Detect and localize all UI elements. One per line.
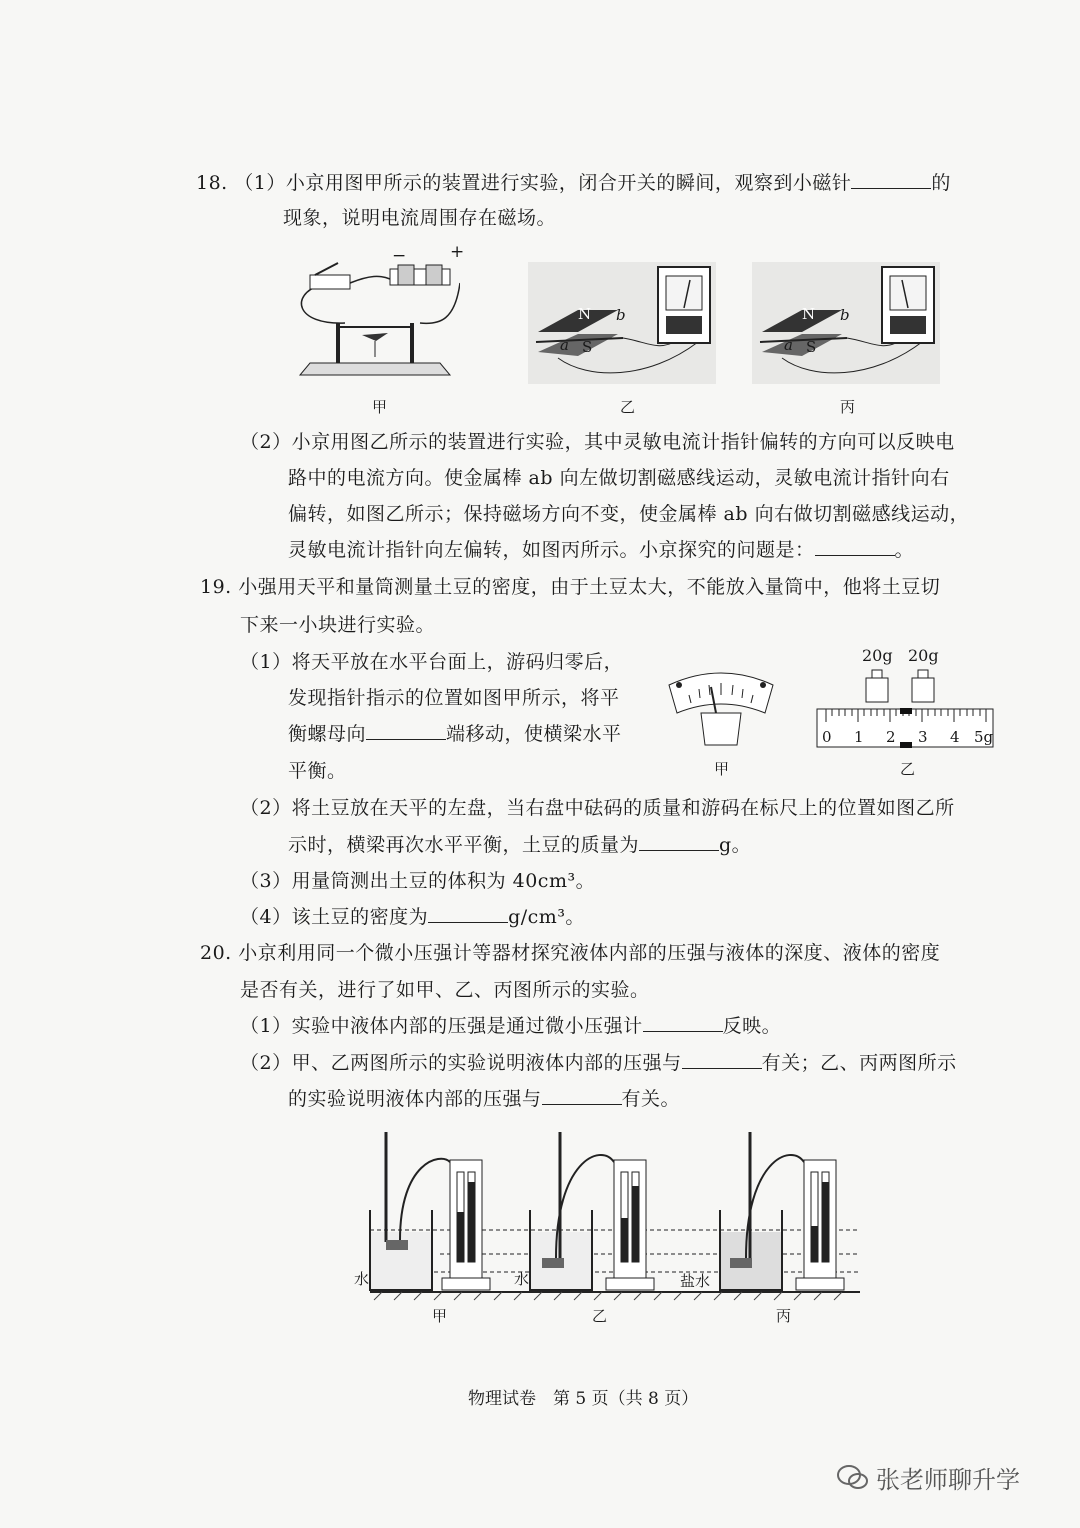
ruler-tick-1: 1 [854,728,864,746]
q19-fig-label-jia: 甲 [714,760,730,778]
ruler-tick-4: 4 [950,728,960,746]
q18-part1-tail: 的 [931,172,951,194]
ruler-tick-3: 3 [918,728,928,746]
q20-part2-mid: 有关；乙、丙两图所示 [761,1052,957,1074]
watermark-text: 张老师聊升学 [876,1466,1020,1494]
q20-blank-2[interactable] [682,1050,762,1069]
page-footer: 物理试卷 第 5 页（共 8 页） [468,1389,699,1409]
q19-line1: 19. 小强用天平和量筒测量土豆的密度，由于土豆太大，不能放入量筒中，他将土豆切 [200,576,941,598]
q19-part1-line3 [288,721,622,747]
north-pole-label-bing: N [802,305,816,323]
q19-part2-text: 示时，横梁再次水平平衡，土豆的质量为 [288,834,640,856]
ruler-tick-5: 5g [974,728,994,746]
ruler-tick-2: 2 [886,728,896,746]
q20-part2-text2: 的实验说明液体内部的压强与 [288,1088,542,1110]
q19-line2: 下来一小块进行实验。 [240,614,436,636]
q20-blank-3[interactable] [542,1086,622,1105]
q20-fig-label-yi: 乙 [592,1307,608,1325]
q19-part1-line1: （1）将天平放在水平台面上，游码归零后， [240,651,624,673]
q20-part1 [240,1013,781,1039]
q18-blank-1[interactable] [851,170,931,189]
q20-fig-label-jia: 甲 [432,1307,448,1325]
q18-blank-2[interactable] [815,537,895,556]
q20-part2-text: （2）甲、乙两图所示的实验说明液体内部的压强与 [240,1052,682,1074]
liquid-label-bing: 盐水 [680,1272,711,1290]
q18-part1-line2: 现象，说明电流周围存在磁场。 [283,207,557,229]
q19-blank-3[interactable] [428,904,508,923]
q19-part3: （3）用量筒测出土豆的体积为 40cm³。 [240,870,596,892]
liquid-label-jia: 水 [354,1270,370,1288]
q19-blank-2[interactable] [639,832,719,851]
q19-part1-line2: 发现指针指示的位置如图甲所示，将平 [288,687,620,709]
q20-fig-label-bing: 丙 [776,1307,792,1325]
q19-part1-line3-text: 衡螺母向 [288,723,367,745]
q18-part2-line1: （2）小京用图乙所示的装置进行实验，其中灵敏电流计指针偏转的方向可以反映电 [240,431,955,453]
q18-part1-line1 [196,170,951,196]
q19-part4-text: （4）该土豆的密度为 [240,906,429,928]
rod-end-a-yi: a [560,336,569,354]
q19-part1-line4: 平衡。 [288,760,347,782]
q19-part2-line1: （2）将土豆放在天平的左盘，当右盘中砝码的质量和游码在标尺上的位置如图乙所 [240,797,955,819]
q19-part2-unit: g。 [719,834,752,856]
q18-part1-text: 18. （1）小京用图甲所示的装置进行实验，闭合开关的瞬间，观察到小磁针 [196,172,852,194]
q18-figure-jia [290,245,460,385]
rider-ruler [816,708,994,748]
q18-fig-label-bing: 丙 [840,398,856,416]
q18-part2-line4 [288,537,914,563]
q20-line2: 是否有关，进行了如甲、乙、丙图所示的实验。 [240,979,650,1001]
wechat-icon [836,1464,870,1492]
q20-part2-tail: 有关。 [621,1088,681,1110]
q20-line1: 20. 小京利用同一个微小压强计等器材探究液体内部的压强与液体的深度、液体的密度 [200,942,941,964]
q20-part2-line2 [288,1086,680,1112]
q20-part2-line1 [240,1050,957,1076]
south-pole-label-yi: S [582,338,593,356]
q18-fig-label-jia: 甲 [372,398,388,416]
rod-end-b-bing: b [840,306,850,324]
liquid-label-yi: 水 [514,1270,530,1288]
q20-part1-text: （1）实验中液体内部的压强是通过微小压强计 [240,1015,643,1037]
q18-fig-label-yi: 乙 [620,398,636,416]
q18-part2-tail: 。 [894,539,915,561]
weight-label-1: 20g [862,646,893,665]
weight-label-2: 20g [908,646,939,665]
rod-end-a-bing: a [784,336,793,354]
plus-sign: + [450,242,465,262]
q19-fig-label-yi: 乙 [900,760,916,778]
south-pole-label-bing: S [806,338,817,356]
north-pole-label-yi: N [578,305,592,323]
balance-pointer-figure [665,665,777,747]
q19-part4 [240,904,585,930]
weights-icon [862,668,942,704]
ruler-tick-0: 0 [822,728,832,746]
minus-sign: − [392,246,407,266]
q19-part1-line3-tail: 端移动，使横梁水平 [446,723,622,745]
pressure-gauge-figure [350,1122,870,1310]
q19-part2-line2 [288,832,751,858]
rod-end-b-yi: b [616,306,626,324]
q18-part2-line2: 路中的电流方向。使金属棒 ab 向左做切割磁感线运动，灵敏电流计指针向右 [288,467,950,489]
q19-part4-unit: g/cm³。 [508,906,585,928]
q18-part2-line4-text: 灵敏电流计指针向左偏转，如图丙所示。小京探究的问题是： [288,539,815,561]
q20-blank-1[interactable] [643,1013,723,1032]
q19-blank-1[interactable] [366,721,446,740]
q20-part1-tail: 反映。 [722,1015,782,1037]
q18-part2-line3: 偏转，如图乙所示；保持磁场方向不变，使金属棒 ab 向右做切割磁感线运动， [288,503,970,525]
